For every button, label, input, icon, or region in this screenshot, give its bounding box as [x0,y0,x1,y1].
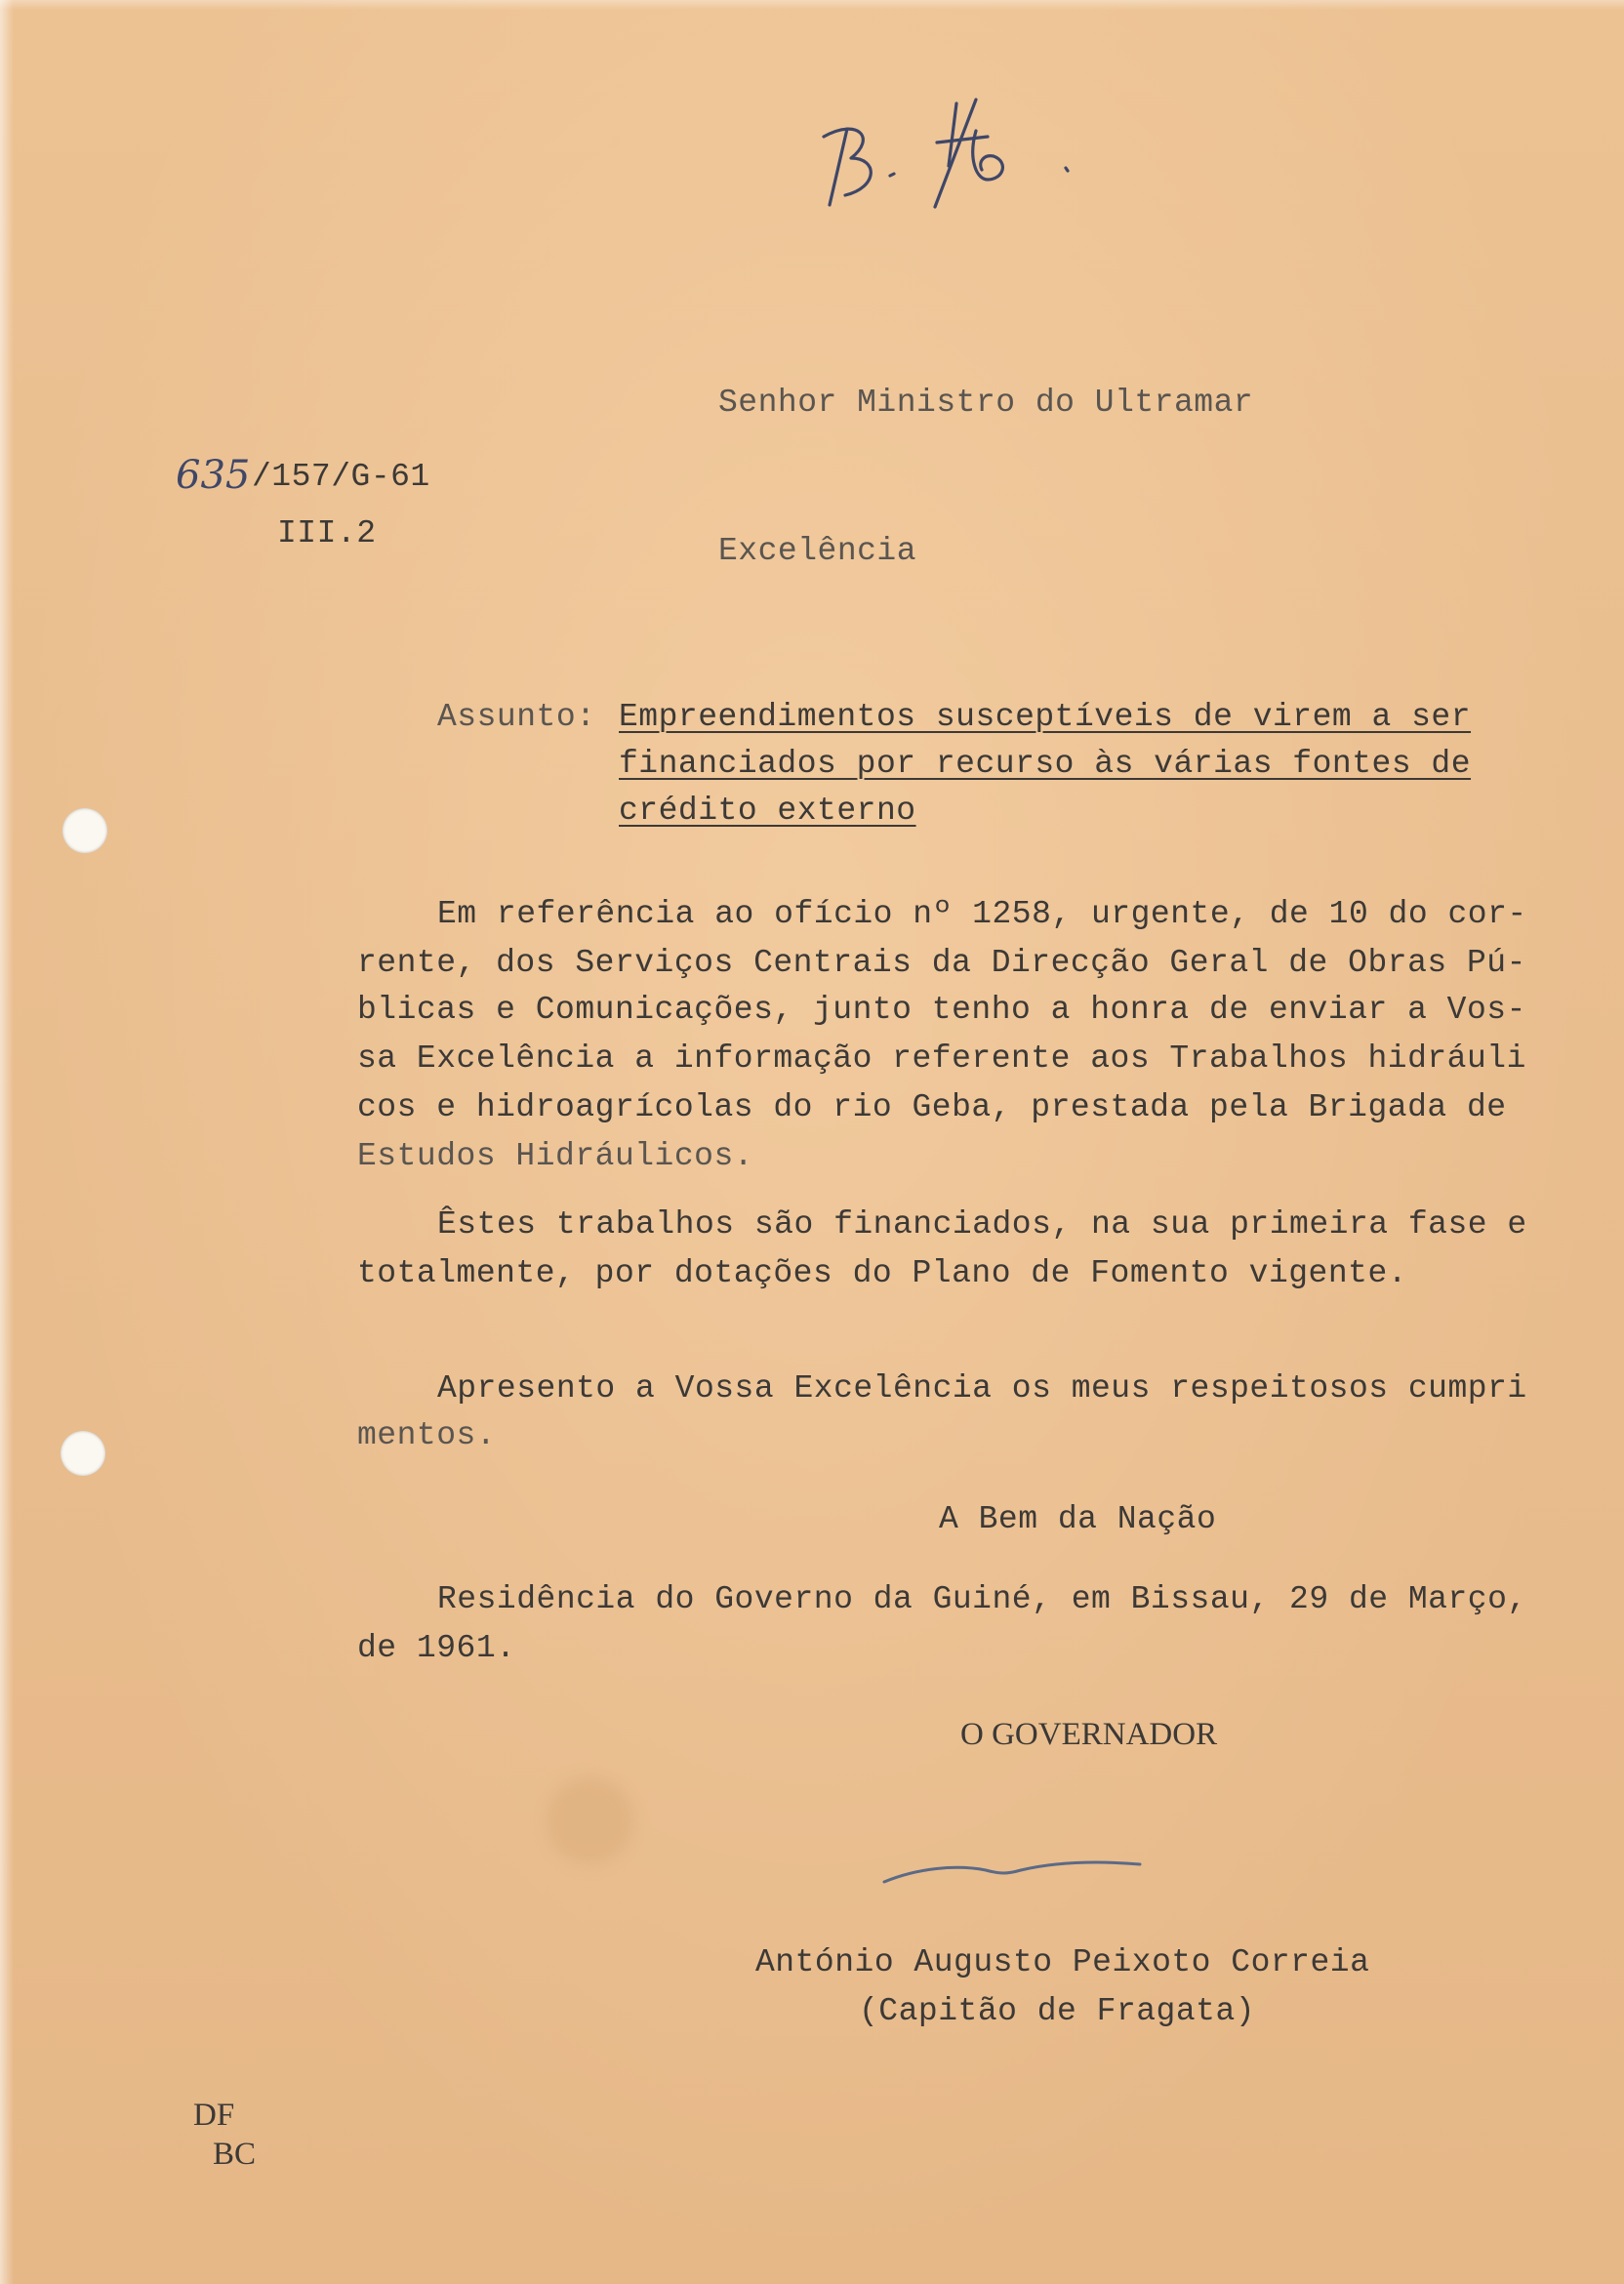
handwritten-initials-mark [810,78,1093,224]
addressee: Senhor Ministro do Ultramar [718,385,1254,421]
subject-line-2: financiados por recurso às várias fontes de [619,746,1472,782]
subject-line-1: Empreendimentos susceptíveis de virem a ser [619,699,1472,735]
signatory-rank: (Capitão de Fragata) [859,1993,1256,2029]
reference-typed: /157/G-61 [252,459,430,495]
punch-hole-bottom [61,1431,105,1476]
paper-edge-top [0,0,1624,10]
body-paragraph-1-line-5: cos e hidroagrícolas do rio Geba, prestada pela Brigada de [357,1089,1507,1125]
subject-label: Assunto: [437,699,596,735]
salutation: Excelência [718,533,917,569]
paper-edge-left [0,0,14,2284]
body-paragraph-1-line-1: Em referência ao ofício nº 1258, urgente, de 10 do cor- [437,896,1527,932]
reference-handwritten: 635 [176,453,251,498]
body-paragraph-1-line-4: sa Excelência a informação referente aos Trabalhos hidráuli [357,1040,1526,1077]
body-paragraph-1-line-2: rente, dos Serviços Centrais da Direcção Geral de Obras Pú- [357,945,1526,981]
classification-code: III.2 [277,515,377,551]
governor-title: O GOVERNADOR [960,1717,1218,1752]
signature [878,1845,1152,1894]
body-paragraph-3-line-1: Apresento a Vossa Excelência os meus respeitosos cumpri [437,1370,1527,1407]
closing-motto: A Bem da Nação [939,1501,1217,1537]
typist-initials-1: DF [193,2098,235,2133]
paper-stain [547,1776,634,1864]
signatory-name: António Augusto Peixoto Correia [755,1944,1370,1980]
body-paragraph-1-line-6: Estudos Hidráulicos. [357,1138,754,1174]
subject-line-3: crédito externo [619,793,916,829]
body-paragraph-3-line-2: mentos. [357,1417,497,1453]
body-paragraph-2-line-2: totalmente, por dotações do Plano de Fomento vigente. [357,1255,1408,1291]
punch-hole-top [62,808,107,853]
place-date-line-2: de 1961. [357,1630,516,1666]
typist-initials-2: BC [213,2137,257,2172]
place-date-line-1: Residência do Governo da Guiné, em Bissau, 29 de Março, [437,1581,1527,1617]
body-paragraph-2-line-1: Êstes trabalhos são financiados, na sua primeira fase e [437,1206,1527,1243]
body-paragraph-1-line-3: blicas e Comunicações, junto tenho a honra de enviar a Vos- [357,992,1526,1028]
